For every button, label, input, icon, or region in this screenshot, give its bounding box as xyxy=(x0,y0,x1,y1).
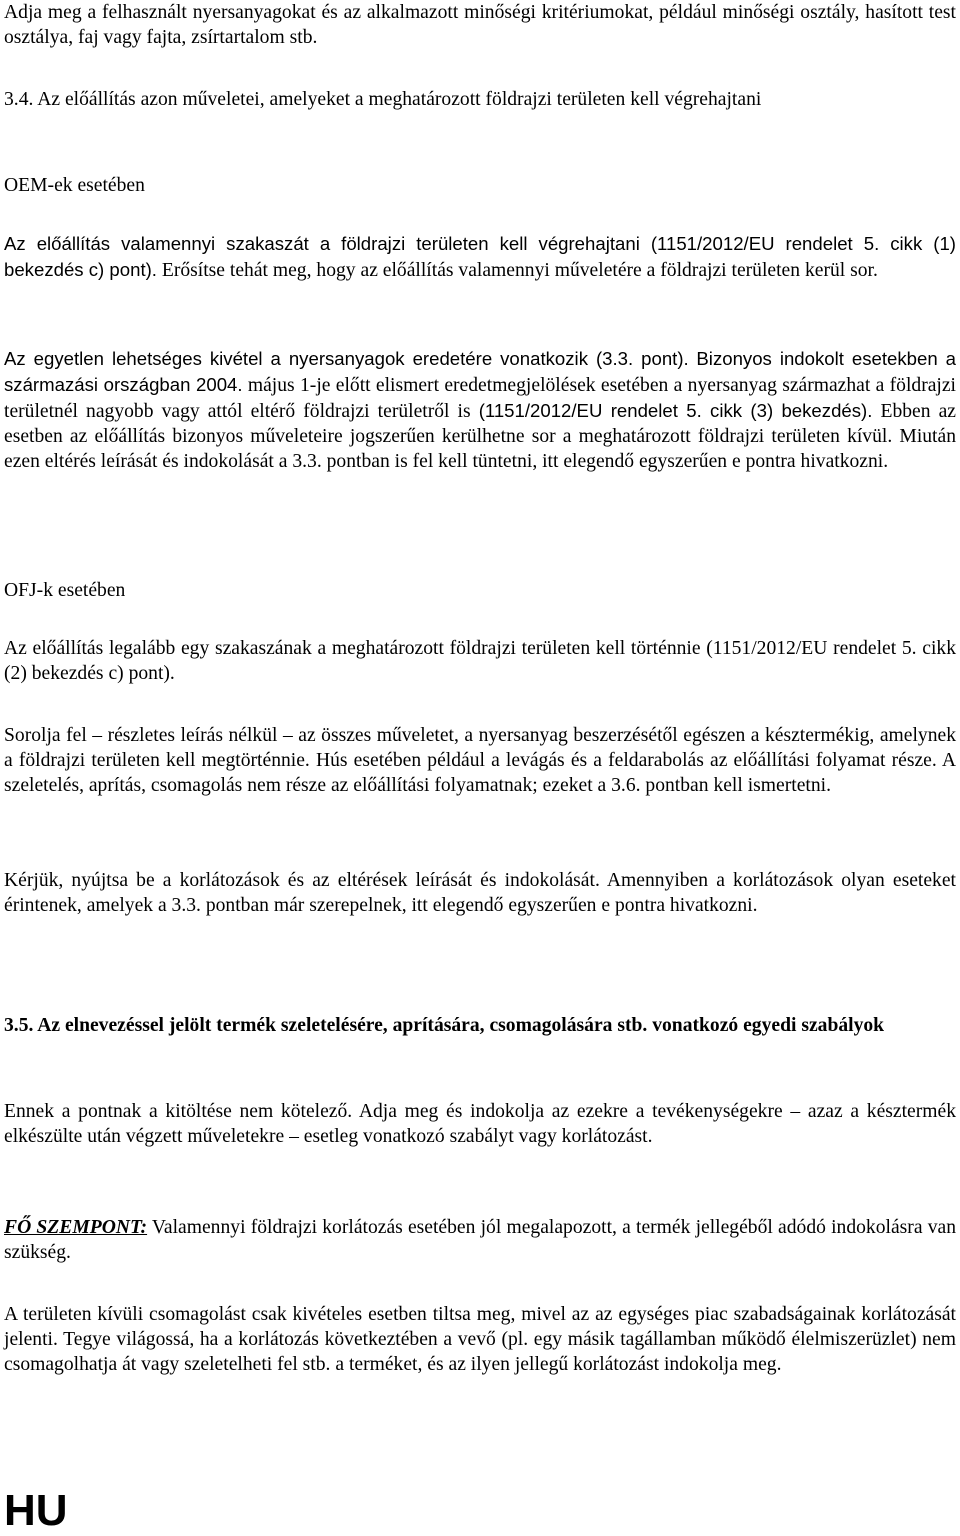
key-point-paragraph xyxy=(4,1215,956,1265)
oem-paragraph-2-serif-a: Bizonyos indokolt esetekben a származási országban 2004. xyxy=(4,348,957,395)
restrictions-paragraph: Kérjük, nyújtsa be a korlátozások és az eltérések leírását és indokolását. Amennyiben a korlátozások olyan eseteket érintenek, amelyek a 3.3. pontban már szerepelnek, itt elegendő egyszerűen e pontra hivatkozni. xyxy=(4,870,956,916)
oem-section-title: OEM-ek esetében xyxy=(4,175,145,196)
section-heading-3-4: 3.4. Az előállítás azon műveletei, amelyeket a meghatározott földrajzi területen kell végrehajtani xyxy=(4,89,762,110)
section-heading-3-5: 3.5. Az elnevezéssel jelölt termék szeletelésére, aprítására, csomagolására stb. vonatkozó egyedi szabályok xyxy=(4,1015,885,1036)
packaging-paragraph: A területen kívüli csomagolást csak kivételes esetben tiltsa meg, mivel az az egységes piac szabadságainak korlátozását jelenti. Tegye világossá, ha a korlátozás következtében a vevő (pl. egy másik tagállamban működő élelmiszerüzlet) nem csomagolhatja át vagy szeletelheti fel stb. a terméket, és az ilyen jellegű korlátozást indokolja meg. xyxy=(4,1304,956,1375)
oem-paragraph-2-serif-c: Ebben az esetben az előállítás bizonyos műveleteire jogszerűen kerülhetne sor a meghatározott földrajzi területen kívül. Miután ezen eltérés leírását és indokolását a 3.3. pontban is fel kell tüntetni, itt elegendő egyszerűen e pontra hivatkozni. xyxy=(4,401,956,472)
oem-paragraph-2-sans-a: Az egyetlen lehetséges kivétel a nyersanyagok eredetére vonatkozik (3.3. pont). xyxy=(4,348,689,369)
language-code: HU xyxy=(4,1486,68,1535)
oem-paragraph-1-sans: Az előállítás valamennyi szakaszát a földrajzi területen kell végrehajtani (1151/2012/EU rendelet 5. cikk (1) bekezdés c) pont). xyxy=(4,233,956,280)
operations-list-paragraph: Sorolja fel ‒ részletes leírás nélkül ‒ az összes műveletet, a nyersanyag beszerzésétől egészen a késztermékig, amelynek a földrajzi területen kell megtörténnie. Hús esetében például a levágás és a feldarabolás az előállítási folyamat része. A szeletelés, aprítás, csomagolás nem része az előállítási folyamatnak; ezeket a 3.6. pontban kell ismertetni. xyxy=(4,725,956,796)
oem-paragraph-2 xyxy=(4,346,956,474)
ofj-paragraph: Az előállítás legalább egy szakaszának a meghatározott földrajzi területen kell történnie (1151/2012/EU rendelet 5. cikk (2) bekezdés c) pont). xyxy=(4,638,956,684)
oem-paragraph-2-sans-b: (1151/2012/EU rendelet 5. cikk (3) bekezdés). xyxy=(478,400,873,421)
oem-paragraph-1 xyxy=(4,231,956,283)
section-3-5-paragraph: Ennek a pontnak a kitöltése nem kötelező. Adja meg és indokolja az ezekre a tevékenységekre ‒ azaz a késztermék elkészülte után végzett műveletekre ‒ esetleg vonatkozó szabályt vagy korlátozást. xyxy=(4,1101,956,1147)
ofj-section-title: OFJ-k esetében xyxy=(4,580,126,601)
key-point-text: Valamennyi földrajzi korlátozás esetében jól megalapozott, a termék jellegéből adódó indokolásra van szükség. xyxy=(4,1217,956,1263)
oem-paragraph-1-serif: Erősítse tehát meg, hogy az előállítás valamennyi műveletére a földrajzi területen kerül sor. xyxy=(161,260,878,281)
oem-paragraph-2-serif-b: május 1-je előtt elismert eredetmegjelölések esetében a nyersanyag származhat a földrajzi területnél nagyobb vagy attól eltérő földrajzi területről is xyxy=(4,375,957,422)
key-point-label: FŐ SZEMPONT: xyxy=(4,1217,148,1238)
intro-paragraph: Adja meg a felhasznált nyersanyagokat és az alkalmazott minőségi kritériumokat, például minőségi osztály, hasított test osztálya, faj vagy fajta, zsírtartalom stb. xyxy=(4,2,956,48)
